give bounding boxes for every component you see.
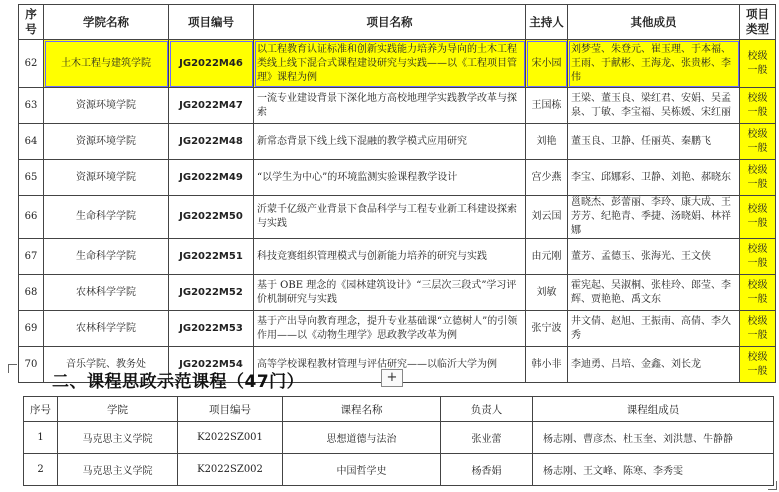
cell-code: JG2022M47 — [169, 88, 254, 124]
table-row — [19, 160, 776, 196]
header-course-name: 课程名称 — [283, 397, 441, 422]
header-lead: 负责人 — [441, 397, 533, 422]
cell-members: 董玉良、卫静、任丽英、秦鹏飞 — [568, 124, 740, 160]
course-table — [23, 396, 774, 486]
cell-project-name: 以工程教育认证标准和创新实践能力培养为导向的土木工程类线上线下混合式课程建设研究与实践——以《工程项目管理》课程为例 — [254, 40, 526, 88]
header-seq: 序号 — [24, 397, 58, 422]
cell-host: 王国栋 — [526, 88, 568, 124]
header-code: 项目编号 — [169, 5, 254, 40]
cell-type: 校级一般 — [740, 275, 776, 311]
cell-type: 校级一般 — [740, 239, 776, 275]
page-corner-mark — [768, 481, 777, 490]
cell-project-name: 沂蒙千亿级产业背景下食品科学与工程专业新工科建设探索与实践 — [254, 196, 526, 239]
cell-college: 资源环境学院 — [44, 124, 169, 160]
cell-lead: 张业蕾 — [441, 422, 533, 454]
table-row — [19, 40, 776, 88]
table-row — [19, 311, 776, 347]
cell-members: 刘梦莹、朱登元、崔玉理、于本福、王雨、于献彬、王海龙、张贵彬、李伟 — [568, 40, 740, 88]
table-row — [19, 124, 776, 160]
header-code: 项目编号 — [178, 397, 283, 422]
cell-seq: 2 — [24, 454, 58, 486]
cell-code: JG2022M46 — [169, 40, 254, 88]
cell-college: 资源环境学院 — [44, 160, 169, 196]
cell-course-members: 杨志刚、曹彦杰、杜玉奎、刘洪慧、牛静静 — [533, 422, 774, 454]
cell-code: JG2022M53 — [169, 311, 254, 347]
cell-code: JG2022M54 — [169, 347, 254, 383]
cell-project-name: 科技竞赛组织管理模式与创新能力培养的研究与实践 — [254, 239, 526, 275]
cell-seq: 65 — [19, 160, 44, 196]
cell-host: 刘云国 — [526, 196, 568, 239]
cell-type: 校级一般 — [740, 40, 776, 88]
cell-project-name: 基于 OBE 理念的《园林建筑设计》“三层次三段式”学习评价机制研究与实践 — [254, 275, 526, 311]
cell-project-name: 高等学校课程教材管理与评估研究——以临沂大学为例 — [254, 347, 526, 383]
cell-seq: 70 — [19, 347, 44, 383]
cell-course-name: 中国哲学史 — [283, 454, 441, 486]
cell-seq: 1 — [24, 422, 58, 454]
cell-project-name: 一流专业建设背景下深化地方高校地理学实践教学改革与探索 — [254, 88, 526, 124]
cell-host: 韩小非 — [526, 347, 568, 383]
cell-type: 校级一般 — [740, 124, 776, 160]
cell-college: 土木工程与建筑学院 — [44, 40, 169, 88]
cell-seq: 63 — [19, 88, 44, 124]
cell-type: 校级一般 — [740, 196, 776, 239]
cell-members: 李宝、邱娜彩、卫静、刘艳、郝晓东 — [568, 160, 740, 196]
cell-college: 资源环境学院 — [44, 88, 169, 124]
cell-members: 邕晓杰、彭蕾丽、李玲、康大成、王芳芳、纪艳青、季捷、汤晓娟、林祥娜 — [568, 196, 740, 239]
cell-seq: 68 — [19, 275, 44, 311]
cell-college: 音乐学院、教务处 — [44, 347, 169, 383]
cell-type: 校级一般 — [740, 160, 776, 196]
cell-code: JG2022M52 — [169, 275, 254, 311]
cell-members: 王梁、董玉良、梁红君、安娟、吴孟泉、丁敏、李宝福、吴栋媛、宋红丽 — [568, 88, 740, 124]
cell-seq: 67 — [19, 239, 44, 275]
table-header-row — [19, 5, 776, 40]
cell-seq: 66 — [19, 196, 44, 239]
cell-type: 校级一般 — [740, 88, 776, 124]
page-corner-mark — [8, 364, 17, 373]
table-row — [19, 275, 776, 311]
header-seq: 序号 — [19, 5, 44, 40]
cell-host: 宫少燕 — [526, 160, 568, 196]
cell-lead: 杨香娟 — [441, 454, 533, 486]
header-college: 学院名称 — [44, 5, 169, 40]
cell-type: 校级一般 — [740, 311, 776, 347]
table-header-row — [24, 397, 774, 422]
cell-members: 井文倩、赵旭、王振南、高倩、李久秀 — [568, 311, 740, 347]
cell-host: 由元刚 — [526, 239, 568, 275]
cell-college: 农林科学学院 — [44, 311, 169, 347]
cell-host: 宋小园 — [526, 40, 568, 88]
cell-code: JG2022M50 — [169, 196, 254, 239]
cell-course-members: 杨志刚、王文峰、陈寒、李秀雯 — [533, 454, 774, 486]
header-college: 学院 — [58, 397, 178, 422]
table-row — [19, 196, 776, 239]
header-name: 项目名称 — [254, 5, 526, 40]
cell-college: 马克思主义学院 — [58, 422, 178, 454]
header-host: 主持人 — [526, 5, 568, 40]
cell-code: JG2022M48 — [169, 124, 254, 160]
cell-college: 农林科学学院 — [44, 275, 169, 311]
cell-host: 张宁波 — [526, 311, 568, 347]
table-row — [19, 239, 776, 275]
cell-college: 生命科学学院 — [44, 239, 169, 275]
cell-project-name: “以学生为中心”的环境监测实验课程教学设计 — [254, 160, 526, 196]
project-table — [18, 4, 776, 383]
table-row — [24, 422, 774, 454]
cell-course-name: 思想道德与法治 — [283, 422, 441, 454]
cell-code: K2022SZ001 — [178, 422, 283, 454]
cell-code: JG2022M49 — [169, 160, 254, 196]
cell-college: 马克思主义学院 — [58, 454, 178, 486]
header-members: 其他成员 — [568, 5, 740, 40]
cell-host: 刘艳 — [526, 124, 568, 160]
cell-code: K2022SZ002 — [178, 454, 283, 486]
header-type: 项目类型 — [740, 5, 776, 40]
header-course-members: 课程组成员 — [533, 397, 774, 422]
cell-type: 校级一般 — [740, 347, 776, 383]
cell-members: 李迪勇、吕培、金鑫、刘长龙 — [568, 347, 740, 383]
cell-seq: 64 — [19, 124, 44, 160]
section-title: 二、课程思政示范课程（47门） — [52, 372, 305, 392]
cell-seq: 62 — [19, 40, 44, 88]
cell-host: 刘敏 — [526, 275, 568, 311]
cell-college: 生命科学学院 — [44, 196, 169, 239]
cell-members: 霍宪起、吴淑桐、张桂玲、郎莹、李辉、贾艳艳、禹文东 — [568, 275, 740, 311]
cell-project-name: 基于产出导向教育理念，提升专业基础课“立德树人”的引领作用——以《动物生理学》思政教学改革为例 — [254, 311, 526, 347]
cell-code: JG2022M51 — [169, 239, 254, 275]
table-row — [19, 88, 776, 124]
add-row-button[interactable]: + — [381, 369, 403, 387]
cell-seq: 69 — [19, 311, 44, 347]
table-row — [24, 454, 774, 486]
cell-members: 董芳、孟德玉、张海光、王文侠 — [568, 239, 740, 275]
cell-project-name: 新常态背景下线上线下混融的教学模式应用研究 — [254, 124, 526, 160]
